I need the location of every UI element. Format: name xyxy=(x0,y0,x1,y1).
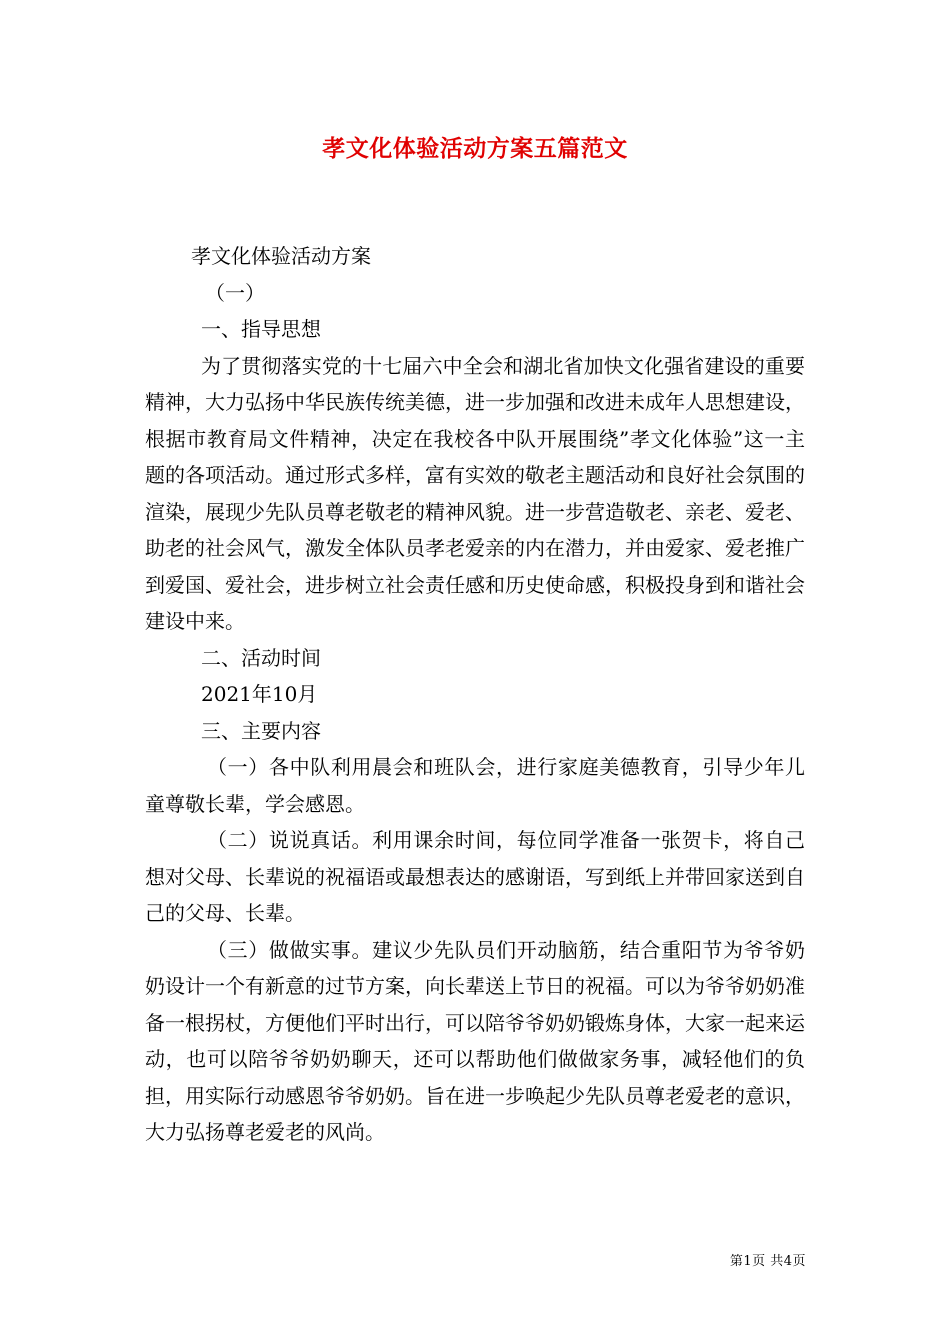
paragraph-item-1: （一）各中队利用晨会和班队会，进行家庭美德教育，引导少年儿童尊敬长辈，学会感恩。 xyxy=(145,755,805,816)
section-heading-main-content: 三、主要内容 xyxy=(201,718,321,743)
doc-heading: 孝文化体验活动方案 xyxy=(191,244,371,268)
activity-time-value: 2021年10月 xyxy=(201,682,318,706)
section-heading-activity-time: 二、活动时间 xyxy=(201,645,321,670)
document-title: 孝文化体验活动方案五篇范文 xyxy=(322,135,628,162)
section-number: （一） xyxy=(205,280,265,305)
section-heading-guiding-thought: 一、指导思想 xyxy=(201,317,321,341)
paragraph-item-3: （三）做做实事。建议少先队员们开动脑筋，结合重阳节为爷爷奶奶设计一个有新意的过节方案，向长辈送上节日的祝福。可以为爷爷奶奶准备一根拐杖，方便他们平时出行，可以陪爷爷奶奶锻炼身体，大家一起来运动，也可以陪爷爷奶奶聊天，还可以帮助他们做做家务事，减轻他们的负担，用实际行动感恩爷爷奶奶。旨在进一步唤起少先队员尊老爱老的意识，大力弘扬尊老爱老的风尚。 xyxy=(145,937,805,1144)
paragraph-item-2: （二）说说真话。利用课余时间，每位同学准备一张贺卡，将自己想对父母、长辈说的祝福语或最想表达的感谢语，写到纸上并带回家送到自己的父母、长辈。 xyxy=(145,828,805,925)
page-number: 第1页 共4页 xyxy=(729,1254,806,1269)
document-body xyxy=(145,238,805,1151)
paragraph-guiding-thought: 为了贯彻落实党的十七届六中全会和湖北省加快文化强省建设的重要精神，大力弘扬中华民族传统美德，进一步加强和改进未成年人思想建设，根据市教育局文件精神，决定在我校各中队开展围绕”孝文化体验”这一主题的各项活动。通过形式多样，富有实效的敬老主题活动和良好社会氛围的渲染，展现少先队员尊老敬老的精神风貌。进一步营造敬老、亲老、爱老、助老的社会风气，激发全体队员孝老爱亲的内在潜力，并由爱家、爱老推广到爱国、爱社会，进步树立社会责任感和历史使命感，积极投身到和谐社会建设中来。 xyxy=(145,353,805,633)
